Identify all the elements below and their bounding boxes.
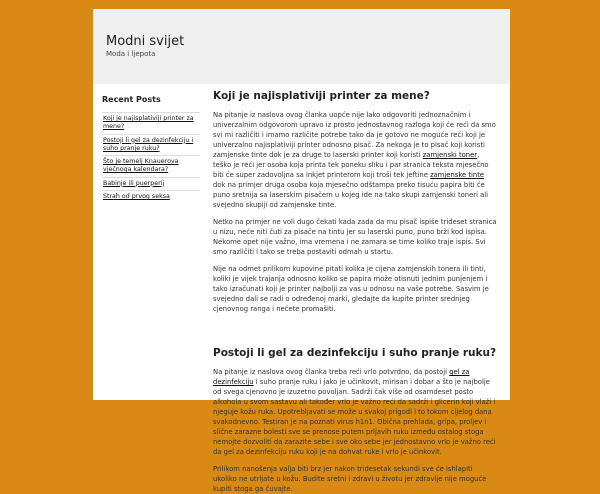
paragraph-text: Na pitanje iz naslova ovog članka treba reći vrlo potvrdno, da postoji bbox=[213, 368, 450, 376]
recent-post-link[interactable]: Postoji li gel za dezinfekciju i suho pranje ruku? bbox=[103, 136, 194, 152]
post-article bbox=[213, 90, 498, 314]
post-paragraph bbox=[213, 110, 498, 210]
site-header bbox=[93, 9, 510, 84]
page-container bbox=[93, 9, 510, 493]
post-title[interactable]: Koji je najisplativiji printer za mene? bbox=[213, 90, 430, 102]
inline-link-gel-za-dezinfekciju[interactable]: gel za dezinfekciju bbox=[213, 368, 470, 386]
main-content bbox=[213, 83, 498, 494]
recent-post-link[interactable]: Babinje ili puerperij bbox=[103, 179, 165, 187]
recent-posts-heading: Recent Posts bbox=[102, 95, 161, 104]
post-paragraph: Netko na primjer ne voli dugo čekati kada zada da mu pisač ispiše trideset stranica u nizu, neće niti čuti za pisače na tintu jer su laserski puno, puno brži kod ispisa. Nekome opet nije važno, ima vremena i ne zamara se time koliko traje ispis. Svi smo različiti i tako se treba postaviti odmah u startu. bbox=[213, 218, 497, 256]
paragraph-text: i suho pranje ruku i jako je učinkovit, mirisan i dobar a što je najbolje od svega cjenovno je izuzetno povoljan. Sadrži čak više od osamdeset posto alkohola u svom sastavu ali također vrlo je važno reći da sadrži i glicerin koji vlaži i njeguje kožu ruka. Upotrebljavati se može u svakoj prigodi i to tokom cijelog dana svakodnevno. Testiran je na poznati virus h1n1. Obična prehlada, gripa, prolјev i slične zarazne bolesti sve se prenose putem prljavih ruku između ostalog stoga nemojte dozvoliti da zarazite sebe i sve oko sebe jer jednostavno vrlo je važno reći da gel za dezinfekciju ruku koji je na dohvat ruke i vrlo je učinkovit. bbox=[213, 378, 496, 456]
inline-link-zamjenske-tinte[interactable]: zamjenske tinte bbox=[430, 171, 485, 179]
list-item bbox=[102, 155, 200, 177]
recent-post-link[interactable]: Koji je najisplativiji printer za mene? bbox=[103, 115, 194, 131]
paragraph-text: Na pitanje iz naslova ovog članka uopće nije lako odgovoriti jednoznačnim i univerzalnim odgovorom upravo iz prosto jednostavnog razloga koji će reći da smo svi mi različiti i imamo različite potrebe tako da je gotovo ne moguće reći koji je univerzalno najisplativiji printer odnosno pisač. Za nekoga je to pisač koji koristi zamjenske tinte dok je za druge to laserski printer koji koristi bbox=[213, 111, 496, 159]
paragraph-text: , teško je reći jer osoba koja printa tek poneku sliku i par stranica teksta mjesečno biti će super zadovoljna sa inkjet printerom koji troši tek jeftine bbox=[213, 151, 489, 179]
recent-post-link[interactable]: Što je temelj Knauerova vječnoga kalendara? bbox=[103, 158, 179, 174]
site-tagline: Moda i ljepota bbox=[106, 50, 156, 58]
list-item bbox=[102, 112, 200, 134]
post-paragraph bbox=[213, 367, 498, 457]
list-item bbox=[102, 134, 200, 156]
post-paragraph: Nije na odmet prilikom kupovine pitati kolika je cijena zamjenskih tonera ili tinti, koliki je vijek trajanja odnosno koliko se papira može otisnuti jednim punjenjem i tako izračunati koji je printer najbolji za vas u odnosu na vaše potrebe. Sasvim je svejedno dali se radi o određenoj marki, gledajte da kupite printer srednjeg cjenovnog ranga i nećete promašiti. bbox=[213, 265, 489, 313]
list-item bbox=[102, 190, 200, 203]
inline-link-zamjenski-toner[interactable]: zamjenski toner bbox=[422, 151, 478, 159]
post-title[interactable]: Postoji li gel za dezinfekciju i suho pranje ruku? bbox=[213, 347, 497, 359]
recent-posts-list bbox=[102, 112, 200, 203]
post-article bbox=[213, 347, 498, 494]
paragraph-text: dok na primjer druga osoba koja mjesečno odštampa preko tisuću papira biti će puno sretnija sa laserskim pisačem u kojeg ide na tako skupi zamjenski toneri ali svejedno skupiji od zamjenske tinte. bbox=[213, 181, 489, 209]
post-paragraph: Prilikom nanošenja valja biti brz jer nakon tridesetak sekundi sve će ishlapiti ukoliko ne utrljate u kožu. Budite sretni i zdravi u životu jer zdravlje nije moguće kupiti stoga ga čuvajte. bbox=[213, 465, 487, 493]
site-title[interactable]: Modni svijet bbox=[106, 34, 185, 49]
list-item bbox=[102, 177, 200, 190]
sidebar bbox=[102, 95, 200, 203]
recent-post-link[interactable]: Strah od prvog seksa bbox=[103, 193, 170, 201]
